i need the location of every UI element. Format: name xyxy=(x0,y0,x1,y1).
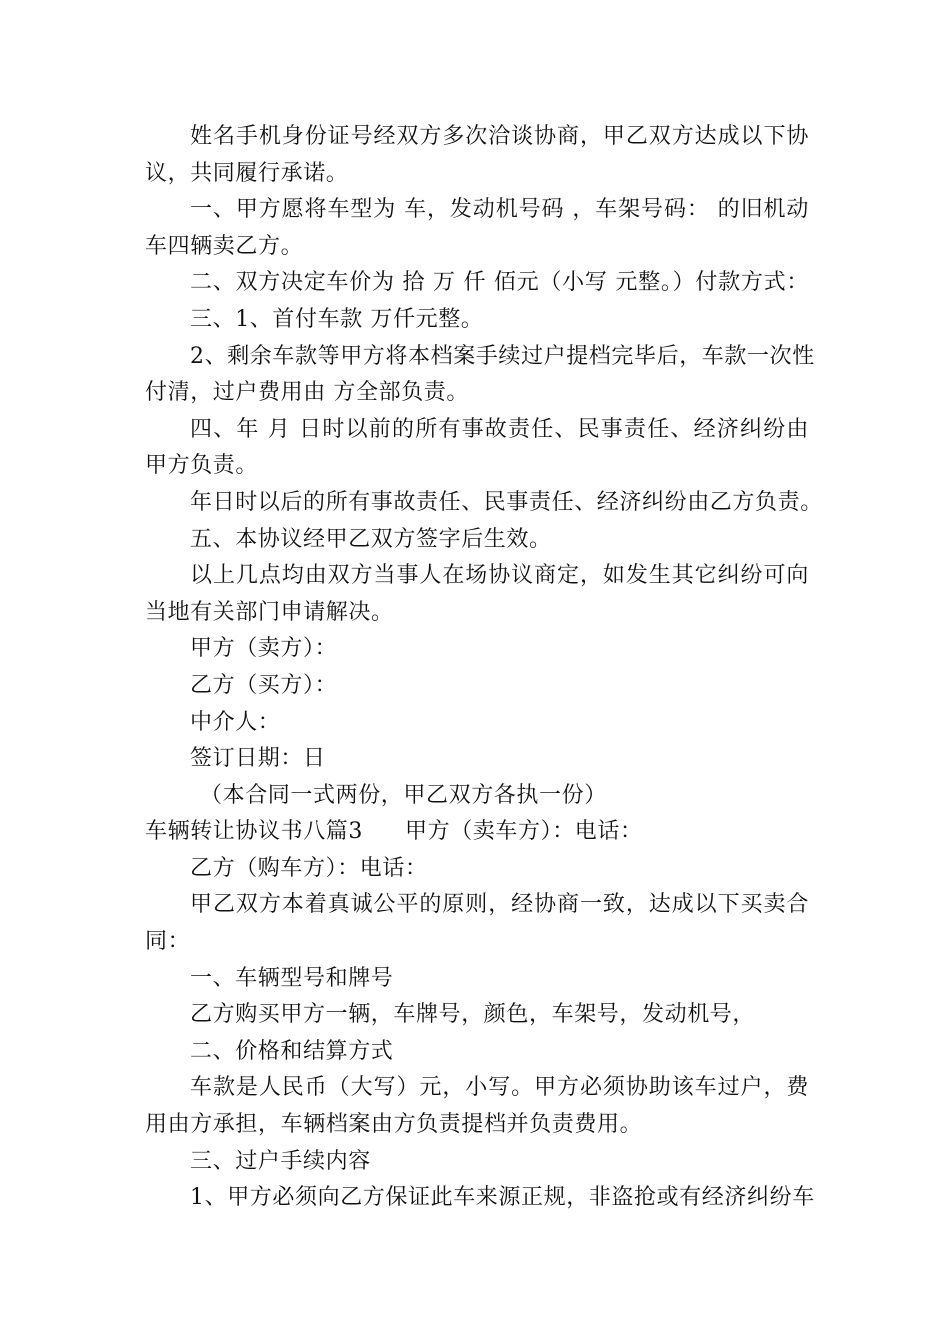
paragraph-line: 甲乙双方本着真诚公平的原则，经协商一致，达成以下买卖合 xyxy=(190,892,809,918)
signature-line-party-a: 甲方（卖方）： xyxy=(190,636,338,662)
copies-note: （本合同一式两份，甲乙双方各执一份） xyxy=(200,782,607,808)
signing-date-line: 签订日期：日 xyxy=(190,746,326,772)
paragraph-line: 付清，过户费用由 方全部负责。 xyxy=(145,380,469,406)
paragraph-line: 1、甲方必须向乙方保证此车来源正规，非盗抢或有经济纠纷车 xyxy=(190,1185,815,1211)
section-header-line xyxy=(145,814,809,851)
paragraph-line: 二、双方决定车价为 拾 万 仟 佰元（小写 元整。）付款方式： xyxy=(190,270,809,296)
paragraph-line: 四、年 月 日时以前的所有事故责任、民事责任、经济纠纷由 xyxy=(190,416,809,442)
buyer-contact-label: 乙方（购车方）：电话： xyxy=(190,855,428,881)
clause-heading: 二、价格和结算方式 xyxy=(190,1038,394,1064)
seller-contact-label: 甲方（卖车方）：电话： xyxy=(405,819,643,845)
signature-line-party-b: 乙方（买方）： xyxy=(190,672,338,698)
paragraph-line: 乙方购买甲方一辆，车牌号，颜色，车架号，发动机号， xyxy=(190,1002,756,1028)
paragraph-line: 姓名手机身份证号经双方多次洽谈协商，甲乙双方达成以下协 xyxy=(190,124,809,149)
paragraph-line: 五、本协议经甲乙双方签字后生效。 xyxy=(190,526,552,552)
paragraph-line: 同： xyxy=(145,929,191,955)
section-title: 车辆转让协议书八篇3 xyxy=(145,819,363,845)
paragraph-line: 三、1、首付车款 万仟元整。 xyxy=(190,306,484,332)
paragraph-line: 甲方负责。 xyxy=(145,453,259,479)
paragraph-line: 以上几点均由双方当事人在场协议商定，如发生其它纠纷可向 xyxy=(190,563,809,589)
paragraph-line: 议，共同履行承诺。 xyxy=(145,160,349,186)
paragraph-line: 车四辆卖乙方。 xyxy=(145,233,304,259)
paragraph-line: 用由方承担，车辆档案由方负责提档并负责费用。 xyxy=(145,1112,643,1138)
paragraph-line: 当地有关部门申请解决。 xyxy=(145,599,394,625)
paragraph-line: 2、剩余车款等甲方将本档案手续过户提档完毕后，车款一次性 xyxy=(190,343,815,369)
clause-heading: 三、过户手续内容 xyxy=(190,1148,371,1174)
signature-line-intermediary: 中介人： xyxy=(190,709,281,735)
paragraph-line: 一、甲方愿将车型为 车，发动机号码 ，车架号码： 的旧机动 xyxy=(190,197,809,223)
clause-heading: 一、车辆型号和牌号 xyxy=(190,965,394,991)
paragraph-line: 车款是人民币（大写）元，小写。甲方必须协助该车过户，费 xyxy=(190,1075,809,1101)
paragraph-line: 年日时以后的所有事故责任、民事责任、经济纠纷由乙方负责。 xyxy=(190,489,823,515)
document-body xyxy=(145,119,823,1217)
